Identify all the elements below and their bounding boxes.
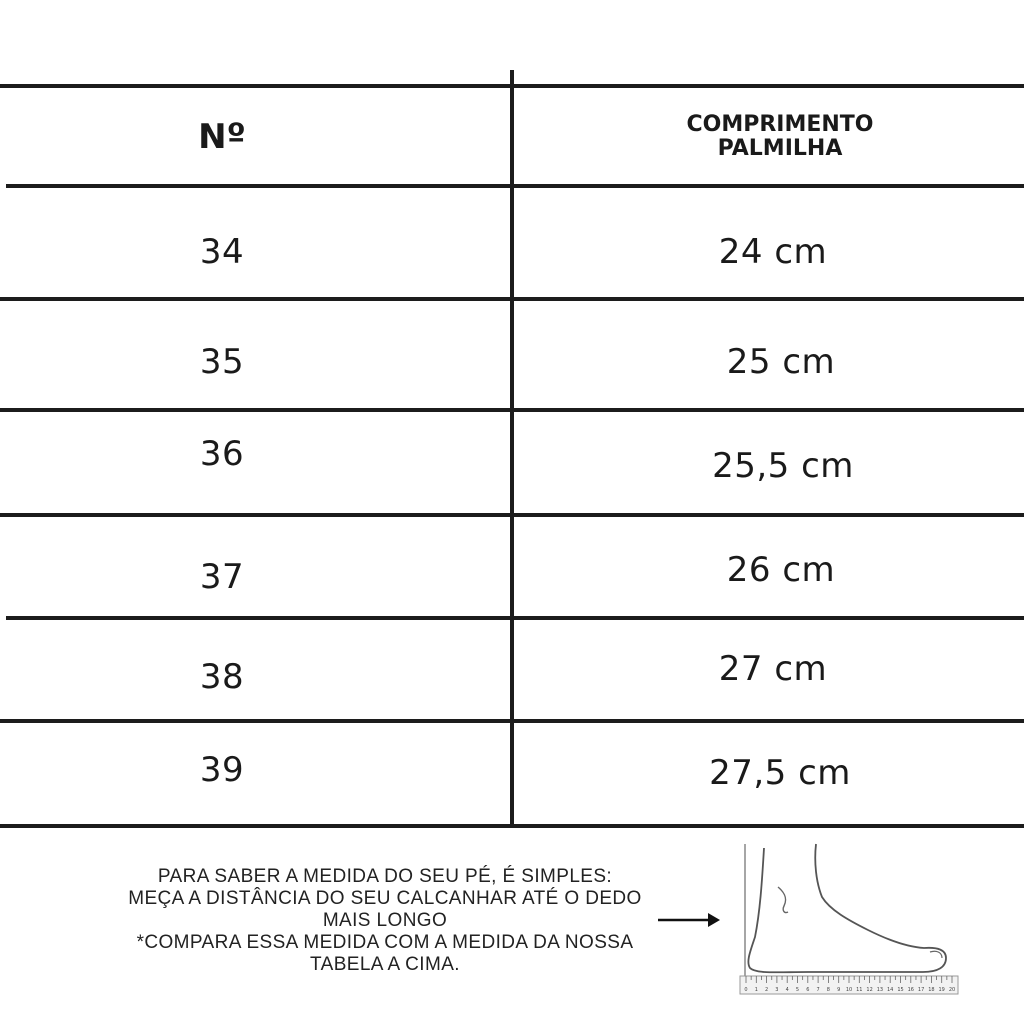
length-cell: 27,5 cm <box>709 753 851 793</box>
foot-measurement-icon <box>738 842 962 998</box>
ruler-label: 20 <box>948 987 956 993</box>
table-divider-row <box>6 616 1024 620</box>
ruler-label: 19 <box>938 987 945 993</box>
measurement-instructions <box>40 866 730 976</box>
ruler-label: 14 <box>887 987 894 993</box>
size-cell: 37 <box>199 557 245 597</box>
ruler-label: 15 <box>897 987 904 993</box>
ruler-label: 9 <box>837 987 841 993</box>
ruler-label: 17 <box>917 987 925 993</box>
length-cell: 26 cm <box>726 550 836 590</box>
instruction-line: PARA SABER A MEDIDA DO SEU PÉ, É SIMPLES: <box>157 866 613 887</box>
ruler-label: 10 <box>845 987 853 993</box>
instruction-line: *COMPARA ESSA MEDIDA COM A MEDIDA DA NOSSA <box>136 932 634 953</box>
ruler-label: 5 <box>795 987 800 993</box>
ruler-label: 18 <box>928 987 935 993</box>
ruler-label: 7 <box>816 987 820 993</box>
size-cell: 35 <box>199 342 245 382</box>
table-column-divider <box>510 70 514 826</box>
length-cell: 27 cm <box>718 649 828 689</box>
table-divider-header <box>6 184 1024 188</box>
ruler-label: 4 <box>785 987 789 993</box>
length-cell: 25,5 cm <box>712 446 854 486</box>
header-size: Nº <box>198 117 246 157</box>
ruler-label: 6 <box>806 987 810 993</box>
ruler-label: 1 <box>754 987 758 993</box>
length-cell: 25 cm <box>726 342 836 382</box>
ruler-label: 2 <box>765 987 769 993</box>
size-cell: 38 <box>199 657 245 697</box>
ruler-label: 13 <box>876 987 884 993</box>
ruler-label: 3 <box>775 987 779 993</box>
ruler-label: 12 <box>866 987 873 993</box>
header-length-cell <box>650 90 910 184</box>
length-cell: 24 cm <box>718 232 828 272</box>
size-cell: 34 <box>199 232 245 272</box>
ruler-label: 11 <box>856 987 863 993</box>
instruction-line: TABELA A CIMA. <box>310 954 460 975</box>
ruler-label: 0 <box>744 987 748 993</box>
header-length: COMPRIMENTO PALMILHA <box>686 112 874 161</box>
ruler-label: 8 <box>826 987 830 993</box>
instruction-line: MEÇA A DISTÂNCIA DO SEU CALCANHAR ATÉ O DEDO <box>128 888 642 909</box>
size-cell: 39 <box>199 750 245 790</box>
size-cell: 36 <box>199 434 245 474</box>
ruler-label: 16 <box>907 987 914 993</box>
arrow-right-icon <box>656 908 722 932</box>
instruction-line: MAIS LONGO <box>322 910 448 931</box>
